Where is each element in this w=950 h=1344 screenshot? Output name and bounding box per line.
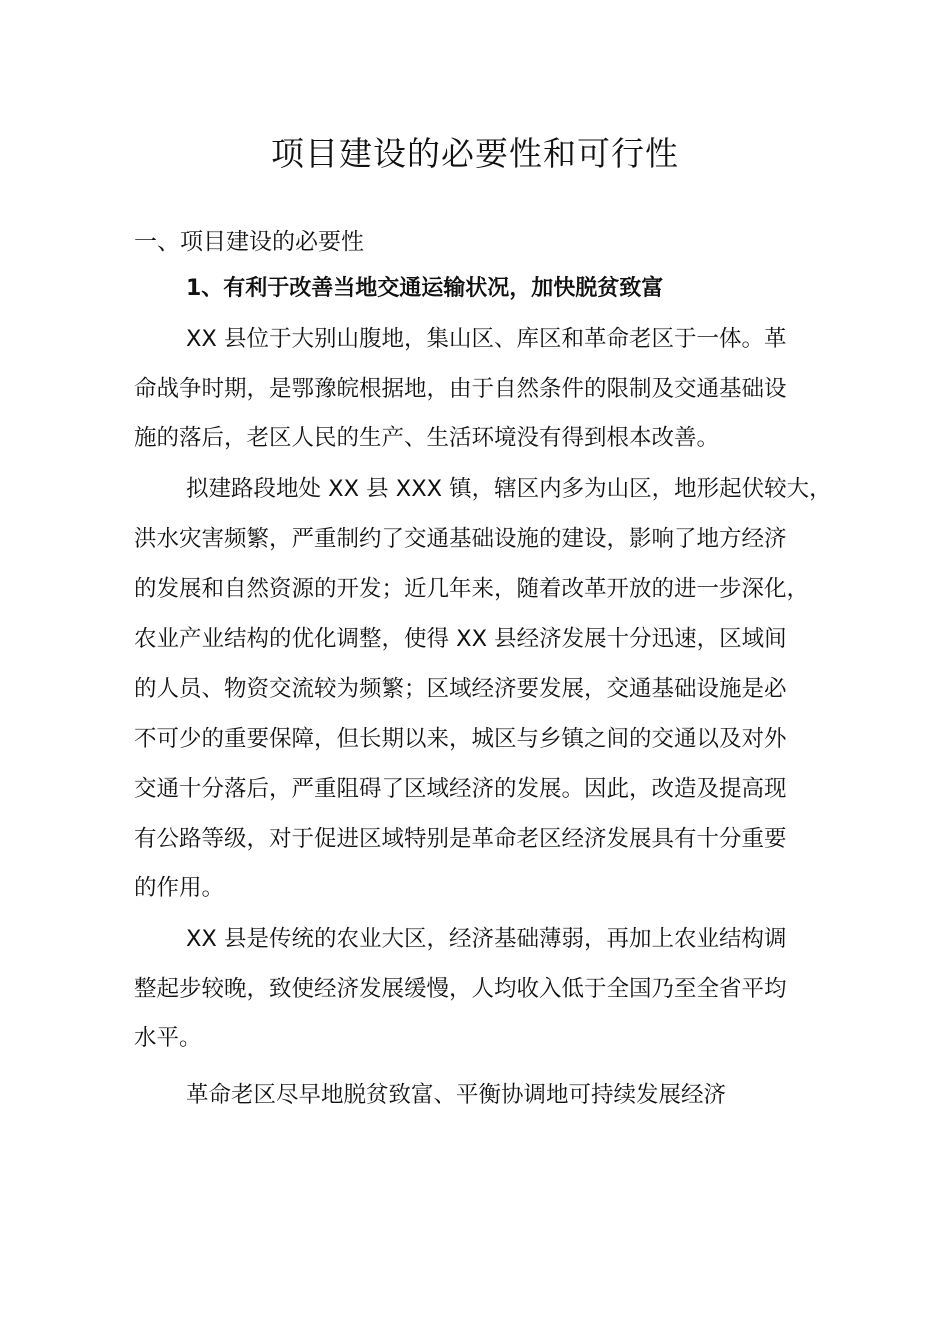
paragraph-line: 命战争时期，是鄂豫皖根据地，由于自然条件的限制及交通基础设: [134, 376, 787, 402]
paragraph-line: 的作用。: [134, 875, 225, 901]
paragraph-line: 有公路等级，对于促进区域特别是革命老区经济发展具有十分重要: [134, 826, 787, 852]
paragraph-line: 不可少的重要保障，但长期以来，城区与乡镇之间的交通以及对外: [134, 726, 787, 752]
paragraph-line: 洪水灾害频繁，严重制约了交通基础设施的建设，影响了地方经济: [134, 526, 787, 552]
document-title: 项目建设的必要性和可行性: [271, 134, 679, 173]
paragraph-line: 拟建路段地处 XX 县 XXX 镇，辖区内多为山区，地形起伏较大，: [186, 476, 832, 502]
paragraph-line: 的人员、物资交流较为频繁；区域经济要发展，交通基础设施是必: [134, 676, 787, 702]
paragraph-line: 施的落后，老区人民的生产、生活环境没有得到根本改善。: [134, 425, 720, 451]
subsection-heading: 1、有利于改善当地交通运输状况，加快脱贫致富: [186, 276, 664, 301]
paragraph-line: 农业产业结构的优化调整，使得 XX 县经济发展十分迅速，区域间: [134, 626, 787, 652]
paragraph-line: XX 县是传统的农业大区，经济基础薄弱，再加上农业结构调: [186, 926, 787, 952]
paragraph-line: 水平。: [134, 1025, 202, 1051]
paragraph-line: 革命老区尽早地脱贫致富、平衡协调地可持续发展经济: [186, 1082, 727, 1108]
paragraph-line: 整起步较晚，致使经济发展缓慢，人均收入低于全国乃至全省平均: [134, 976, 787, 1002]
paragraph-line: 的发展和自然资源的开发；近几年来，随着改革开放的进一步深化，: [134, 576, 810, 602]
paragraph-line: 交通十分落后，严重阻碍了区域经济的发展。因此，改造及提高现: [134, 776, 787, 802]
paragraph-line: XX 县位于大别山腹地，集山区、库区和革命老区于一体。革: [186, 326, 787, 352]
section-heading: 一、项目建设的必要性: [134, 229, 364, 255]
